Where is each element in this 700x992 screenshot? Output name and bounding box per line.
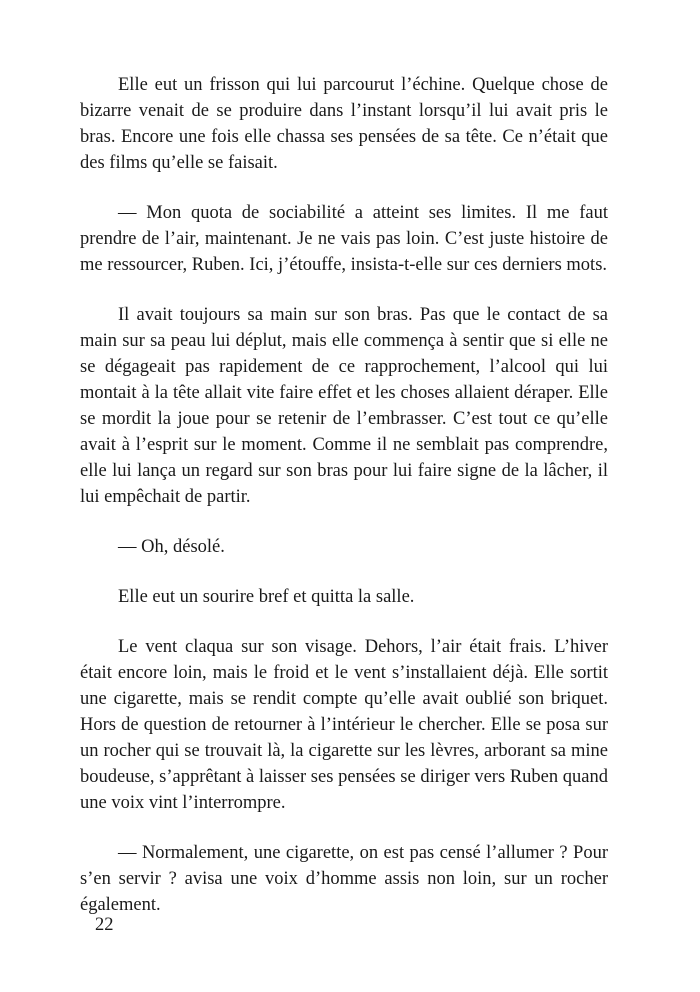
paragraph: — Mon quota de sociabilité a atteint ses limites. Il me faut prendre de l’air, maintenant. Je ne vais pas loin. C’est juste histoire de me ressourcer, Ruben. Ici, j’étouffe, insista-t-elle sur ces derniers mots.	[80, 203, 608, 275]
page-body	[80, 72, 608, 942]
paragraph: Elle eut un sourire bref et quitta la salle.	[118, 587, 415, 607]
paragraph: Le vent claqua sur son visage. Dehors, l’air était frais. L’hiver était encore loin, mais le froid et le vent s’installaient déjà. Elle sortit une cigarette, mais se rendit compte qu’elle avait oublié son briquet. Hors de question de retourner à l’intérieur le chercher. Elle se posa sur un rocher qui se trouvait là, la cigarette sur les lèvres, arborant sa mine boudeuse, s’apprêtant à laisser ses pensées se diriger vers Ruben quand une voix vint l’interrompre.	[80, 637, 608, 813]
paragraph: Il avait toujours sa main sur son bras. Pas que le contact de sa main sur sa peau lui déplut, mais elle commença à sentir que si elle ne se dégageait pas rapidement de ce rapprochement, l’alcool qui lui montait à la tête allait vite faire effet et les choses allaient déraper. Elle se mordit la joue pour se retenir de l’embrasser. C’est tout ce qu’elle avait à l’esprit sur le moment. Comme il ne semblait pas comprendre, elle lui lança un regard sur son bras pour lui faire signe de la lâcher, il lui empêchait de partir.	[80, 305, 608, 507]
page-number: 22	[95, 915, 114, 935]
paragraph: — Oh, désolé.	[118, 537, 225, 557]
paragraph: Elle eut un frisson qui lui parcourut l’échine. Quelque chose de bizarre venait de se produire dans l’instant lorsqu’il lui avait pris le bras. Encore une fois elle chassa ses pensées de sa tête. Ce n’était que des films qu’elle se faisait.	[80, 75, 608, 173]
paragraph: — Normalement, une cigarette, on est pas censé l’allumer ? Pour s’en servir ? avisa une voix d’homme assis non loin, sur un rocher également.	[80, 843, 608, 915]
